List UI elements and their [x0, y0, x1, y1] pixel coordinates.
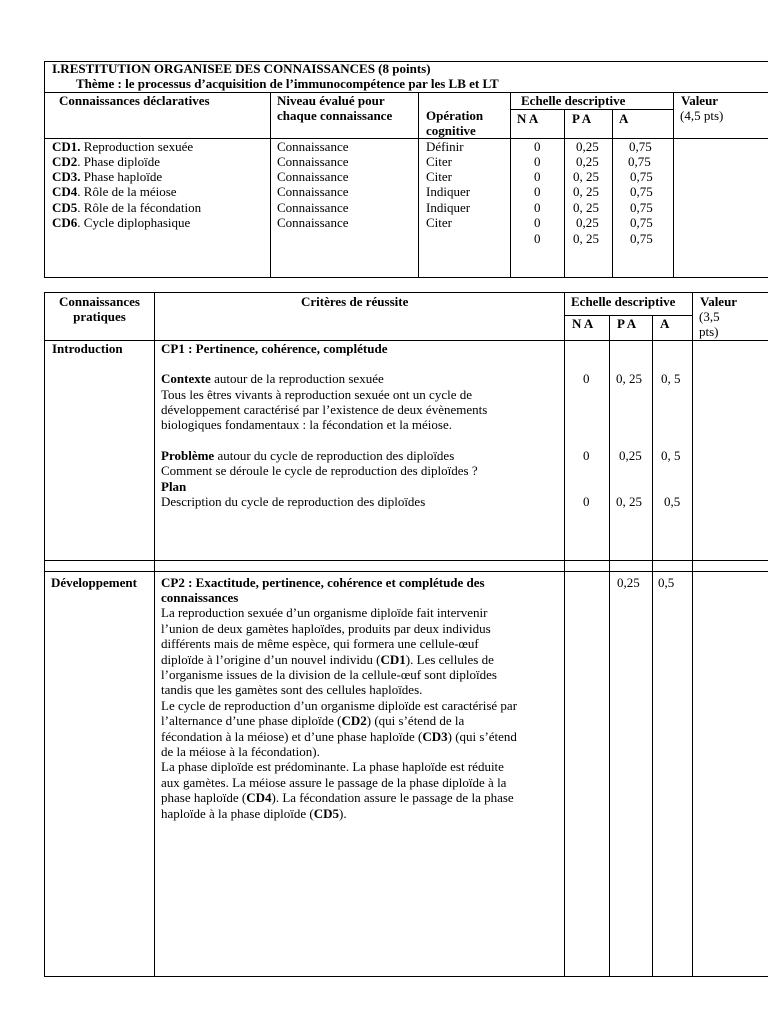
- row-a: 0,75: [628, 154, 651, 169]
- t2-header-pa: P A: [617, 316, 637, 331]
- dev-score-a: 0,5: [658, 575, 675, 590]
- intro-score-na: 0: [583, 371, 590, 386]
- row-knowledge: CD1. Reproduction sexuée: [52, 139, 194, 154]
- row-pa: 0, 25: [573, 200, 599, 215]
- t1-header-echelle: Echelle descriptive: [521, 93, 626, 108]
- t2-header-a: A: [660, 316, 670, 331]
- row-na: 0: [534, 139, 541, 154]
- dev-line: tandis que les gamètes sont des cellules haploïdes.: [161, 682, 423, 697]
- row-a: 0,75: [630, 215, 653, 230]
- t1-vline-col3: [510, 92, 511, 278]
- intro-score-a: 0, 5: [661, 371, 681, 386]
- row-niveau: Connaissance: [277, 184, 349, 199]
- t1-header-niveau-2: chaque connaissance: [277, 108, 393, 123]
- t1-vline-col1: [270, 92, 271, 278]
- row-knowledge: CD4. Rôle de la méiose: [52, 184, 177, 199]
- row-pa: 0, 25: [573, 184, 599, 199]
- t2-line-header-bottom: [44, 340, 768, 341]
- row-a: 0,75: [630, 184, 653, 199]
- t2-vline-col4: [652, 315, 653, 977]
- row-pa: 0,25: [576, 215, 599, 230]
- dev-line: diploïde à l’origine d’un nouvel individu (CD1). Les cellules de: [161, 652, 494, 667]
- plan-line: Description du cycle de reproduction des diploïdes: [161, 494, 426, 509]
- row-na: 0: [534, 154, 541, 169]
- t2-header-valeur-2: pts): [699, 324, 719, 339]
- row-niveau: Connaissance: [277, 139, 349, 154]
- row-pa: 0,25: [576, 154, 599, 169]
- cp1-title: CP1 : Pertinence, cohérence, complétude: [161, 341, 388, 356]
- t1-header-pa: P A: [572, 111, 592, 126]
- dev-line: l’union de deux gamètes haploïdes, produits par deux individus: [161, 621, 491, 636]
- t2-line-intro-bottom: [44, 560, 768, 561]
- t2-line-bottom: [44, 976, 768, 977]
- intro-score-a: 0,5: [664, 494, 681, 509]
- t2-header-valeur-1: (3,5: [699, 309, 720, 324]
- t2-header-echelle: Echelle descriptive: [571, 294, 676, 309]
- plan-heading: Plan: [161, 479, 187, 494]
- contexte-line: développement caractérisé par l’existence de deux évènements: [161, 402, 488, 417]
- t1-header-operation-1: Opération: [426, 108, 484, 123]
- row-knowledge: CD6. Cycle diplophasique: [52, 215, 191, 230]
- dev-line: La reproduction sexuée d’un organisme diploïde fait intervenir: [161, 605, 488, 620]
- intro-label: Introduction: [52, 341, 123, 356]
- row-knowledge: CD5. Rôle de la fécondation: [52, 200, 202, 215]
- cp2-title-cont: connaissances: [161, 590, 239, 605]
- dev-line: de la méiose à la fécondation).: [161, 744, 320, 759]
- dev-line: phase haploïde (CD4). La fécondation assure le passage de la phase: [161, 790, 514, 805]
- t1-line-bottom: [44, 277, 768, 278]
- row-niveau: Connaissance: [277, 169, 349, 184]
- dev-line: l’alternance d’une phase diploïde (CD2) (qui s’étend de la: [161, 713, 465, 728]
- row-na: 0: [534, 184, 541, 199]
- row-operation: Indiquer: [426, 184, 471, 199]
- t1-header-valeur-pts: (4,5 pts): [680, 108, 724, 123]
- intro-score-na: 0: [583, 494, 590, 509]
- intro-score-pa: 0,25: [619, 448, 642, 463]
- contexte-line: biologiques fondamentaux : la fécondation et la méiose.: [161, 417, 452, 432]
- t2-vline-col3: [609, 315, 610, 977]
- row-knowledge: CD2. Phase diploïde: [52, 154, 160, 169]
- intro-score-pa: 0, 25: [616, 494, 642, 509]
- dev-line: différents mais de même espèce, qui formera une cellule-œuf: [161, 636, 479, 651]
- dev-label: Développement: [51, 575, 137, 590]
- dev-line: Le cycle de reproduction d’un organisme diploïde est caractérisé par: [161, 698, 518, 713]
- contexte-line: Tous les êtres vivants à reproduction sexuée ont un cycle de: [161, 387, 472, 402]
- t2-vline-left: [44, 292, 45, 977]
- dev-line: aux gamètes. La méiose assure le passage de la phase diploïde à la: [161, 775, 507, 790]
- t1-header-valeur: Valeur: [681, 93, 719, 108]
- row-a: 0,75: [629, 139, 652, 154]
- t1-header-niveau-1: Niveau évalué pour: [277, 93, 385, 108]
- row-na: 0: [534, 215, 541, 230]
- row-niveau: Connaissance: [277, 215, 349, 230]
- t2-line-dev-top: [44, 571, 768, 572]
- row-a: 0,75: [630, 231, 653, 246]
- t1-header-a: A: [619, 111, 629, 126]
- dev-line: La phase diploïde est prédominante. La phase haploïde est réduite: [161, 759, 504, 774]
- row-niveau: Connaissance: [277, 154, 349, 169]
- t2-line-top: [44, 292, 768, 293]
- t2-header-connaissances-1: Connaissances: [59, 294, 140, 309]
- t1-vline-col5: [612, 109, 613, 278]
- t1-vline-left: [44, 61, 45, 278]
- t1-vline-col2: [418, 92, 419, 278]
- intro-score-a: 0, 5: [661, 448, 681, 463]
- contexte-heading: Contexte autour de la reproduction sexuée: [161, 371, 384, 386]
- cp2-title: CP2 : Exactitude, pertinence, cohérence et complétude des: [161, 575, 485, 590]
- row-operation: Indiquer: [426, 200, 471, 215]
- row-pa: 0, 25: [573, 169, 599, 184]
- t1-vline-col6: [673, 92, 674, 278]
- row-pa: 0,25: [576, 139, 599, 154]
- row-operation: Définir: [426, 139, 464, 154]
- row-knowledge: CD3. Phase haploïde: [52, 169, 163, 184]
- row-na: 0: [534, 169, 541, 184]
- t1-vline-col4: [564, 109, 565, 278]
- t2-header-na: N A: [572, 316, 594, 331]
- row-operation: Citer: [426, 169, 452, 184]
- row-operation: Citer: [426, 215, 452, 230]
- row-a: 0,75: [630, 200, 653, 215]
- section-title: I.RESTITUTION ORGANISEE DES CONNAISSANCES (8 points): [52, 61, 431, 76]
- dev-line: l’organisme issues de la division de la cellule-œuf sont diploïdes: [161, 667, 497, 682]
- row-pa: 0, 25: [573, 231, 599, 246]
- dev-line: fécondation à la méiose) et d’une phase haploïde (CD3) (qui s’étend: [161, 729, 517, 744]
- t2-vline-col2: [564, 292, 565, 977]
- t2-header-valeur: Valeur: [700, 294, 738, 309]
- t1-header-connaissances: Connaissances déclaratives: [59, 93, 210, 108]
- t2-vline-col5: [692, 292, 693, 977]
- theme-line: Thème : le processus d’acquisition de l’immunocompétence par les LB et LT: [76, 76, 499, 91]
- probleme-heading: Problème autour du cycle de reproduction des diploïdes: [161, 448, 455, 463]
- t1-header-operation-2: cognitive: [426, 123, 476, 138]
- row-na: 0: [534, 231, 541, 246]
- t2-vline-col1: [154, 292, 155, 977]
- row-a: 0,75: [630, 169, 653, 184]
- t2-header-connaissances-2: pratiques: [73, 309, 126, 324]
- probleme-line: Comment se déroule le cycle de reproduction des diploïdes ?: [161, 463, 478, 478]
- t2-header-criteres: Critères de réussite: [301, 294, 409, 309]
- row-niveau: Connaissance: [277, 200, 349, 215]
- dev-line: haploïde à la phase diploïde (CD5).: [161, 806, 347, 821]
- dev-score-pa: 0,25: [617, 575, 640, 590]
- intro-score-na: 0: [583, 448, 590, 463]
- intro-score-pa: 0, 25: [616, 371, 642, 386]
- row-na: 0: [534, 200, 541, 215]
- t1-header-na: N A: [517, 111, 539, 126]
- row-operation: Citer: [426, 154, 452, 169]
- t1-line-subheader: [510, 109, 673, 110]
